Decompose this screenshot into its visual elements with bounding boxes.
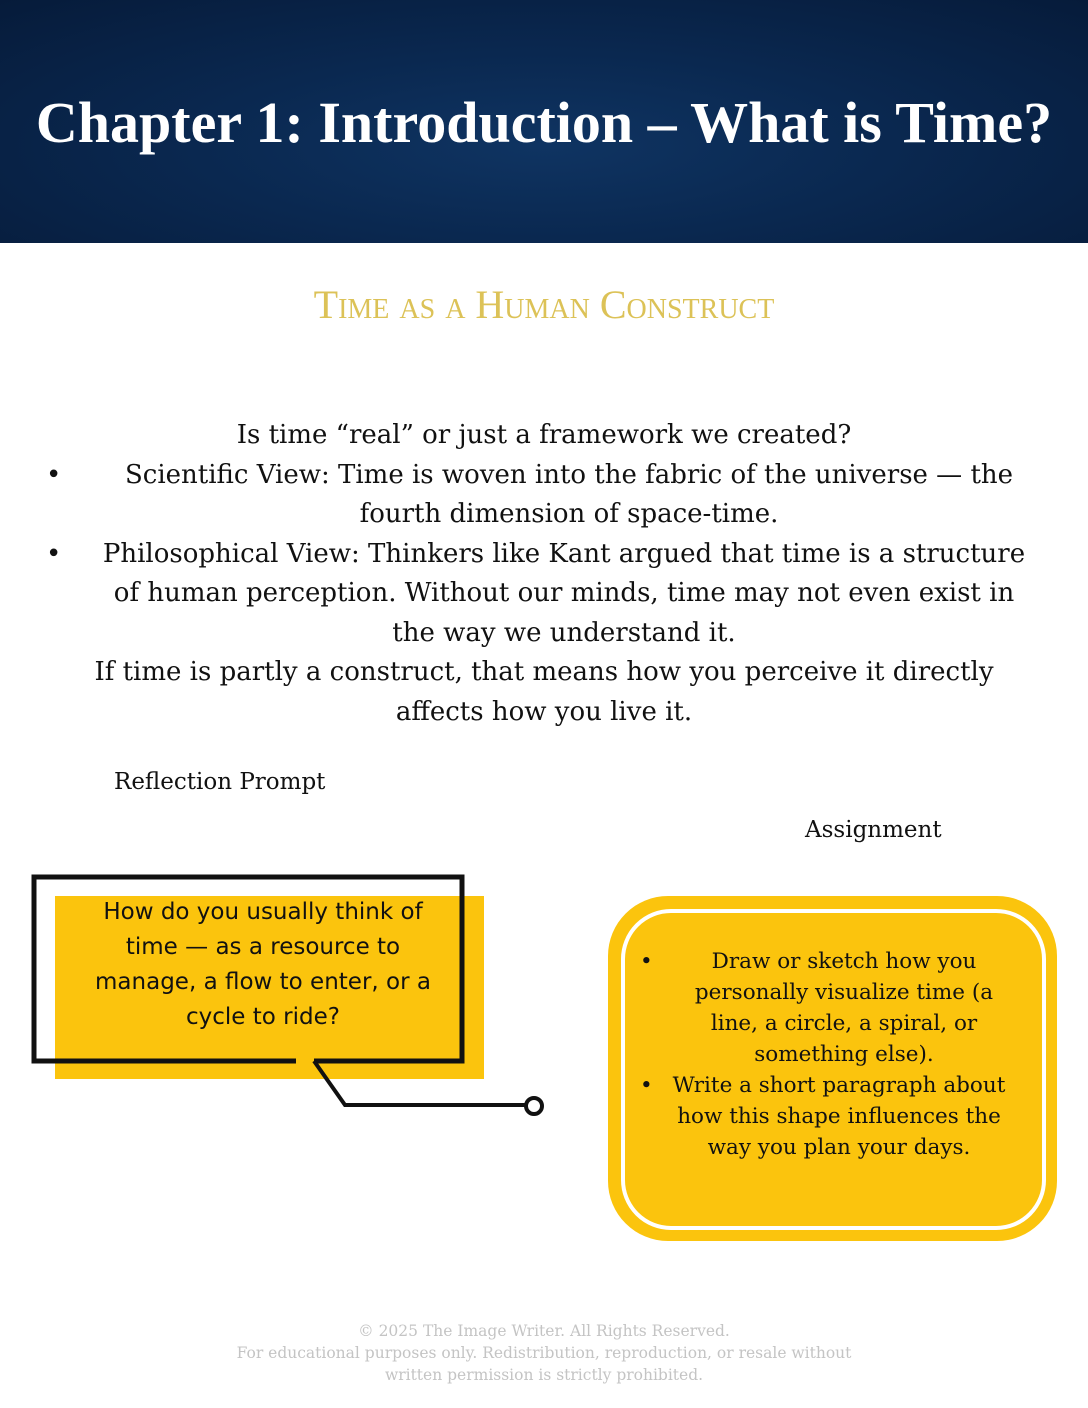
bullet-icon: • <box>46 538 62 569</box>
section-subtitle: Time as a Human Construct <box>313 282 775 327</box>
bullet-text: Scientific View: Time is woven into the fabric of the universe — the fourth dimension of space-time. <box>124 459 1014 529</box>
assignment-item <box>634 946 1014 1070</box>
connector-end-circle <box>526 1098 542 1114</box>
footer-notice: For educational purposes only. Redistribution, reproduction, or resale without written permission is strictly prohibited. <box>236 1344 852 1384</box>
assignment-item-text: Write a short paragraph about how this shape influences the way you plan your days. <box>672 1073 1006 1160</box>
reflection-prompt-text: How do you usually think of time — as a resource to manage, a flow to enter, or a cycle to ride? <box>95 899 431 1030</box>
footer <box>0 1320 1088 1386</box>
assignment-label: Assignment <box>805 817 942 843</box>
chapter-title: Chapter 1: Introduction – What is Time? <box>35 90 1053 155</box>
assignment-list <box>634 946 1014 1163</box>
bullet-icon: • <box>640 1073 653 1098</box>
bullet-icon: • <box>640 949 653 974</box>
bullet-icon: • <box>46 459 62 490</box>
intro-question: Is time “real” or just a framework we created? <box>236 420 852 450</box>
connector-line <box>314 1061 525 1105</box>
conclusion-text: If time is partly a construct, that means how you perceive it directly affects how you live it. <box>94 657 994 727</box>
reflection-prompt-label: Reflection Prompt <box>114 769 326 795</box>
assignment-item-text: Draw or sketch how you personally visualize time (a line, a circle, a spiral, or something else). <box>694 949 994 1067</box>
assignment-item <box>634 1070 1014 1163</box>
bullet-text: Philosophical View: Thinkers like Kant argued that time is a structure of human perception. Without our minds, time may not even exist in the way we understand it. <box>102 538 1026 648</box>
footer-copyright: © 2025 The Image Writer. All Rights Reserved. <box>358 1322 730 1340</box>
